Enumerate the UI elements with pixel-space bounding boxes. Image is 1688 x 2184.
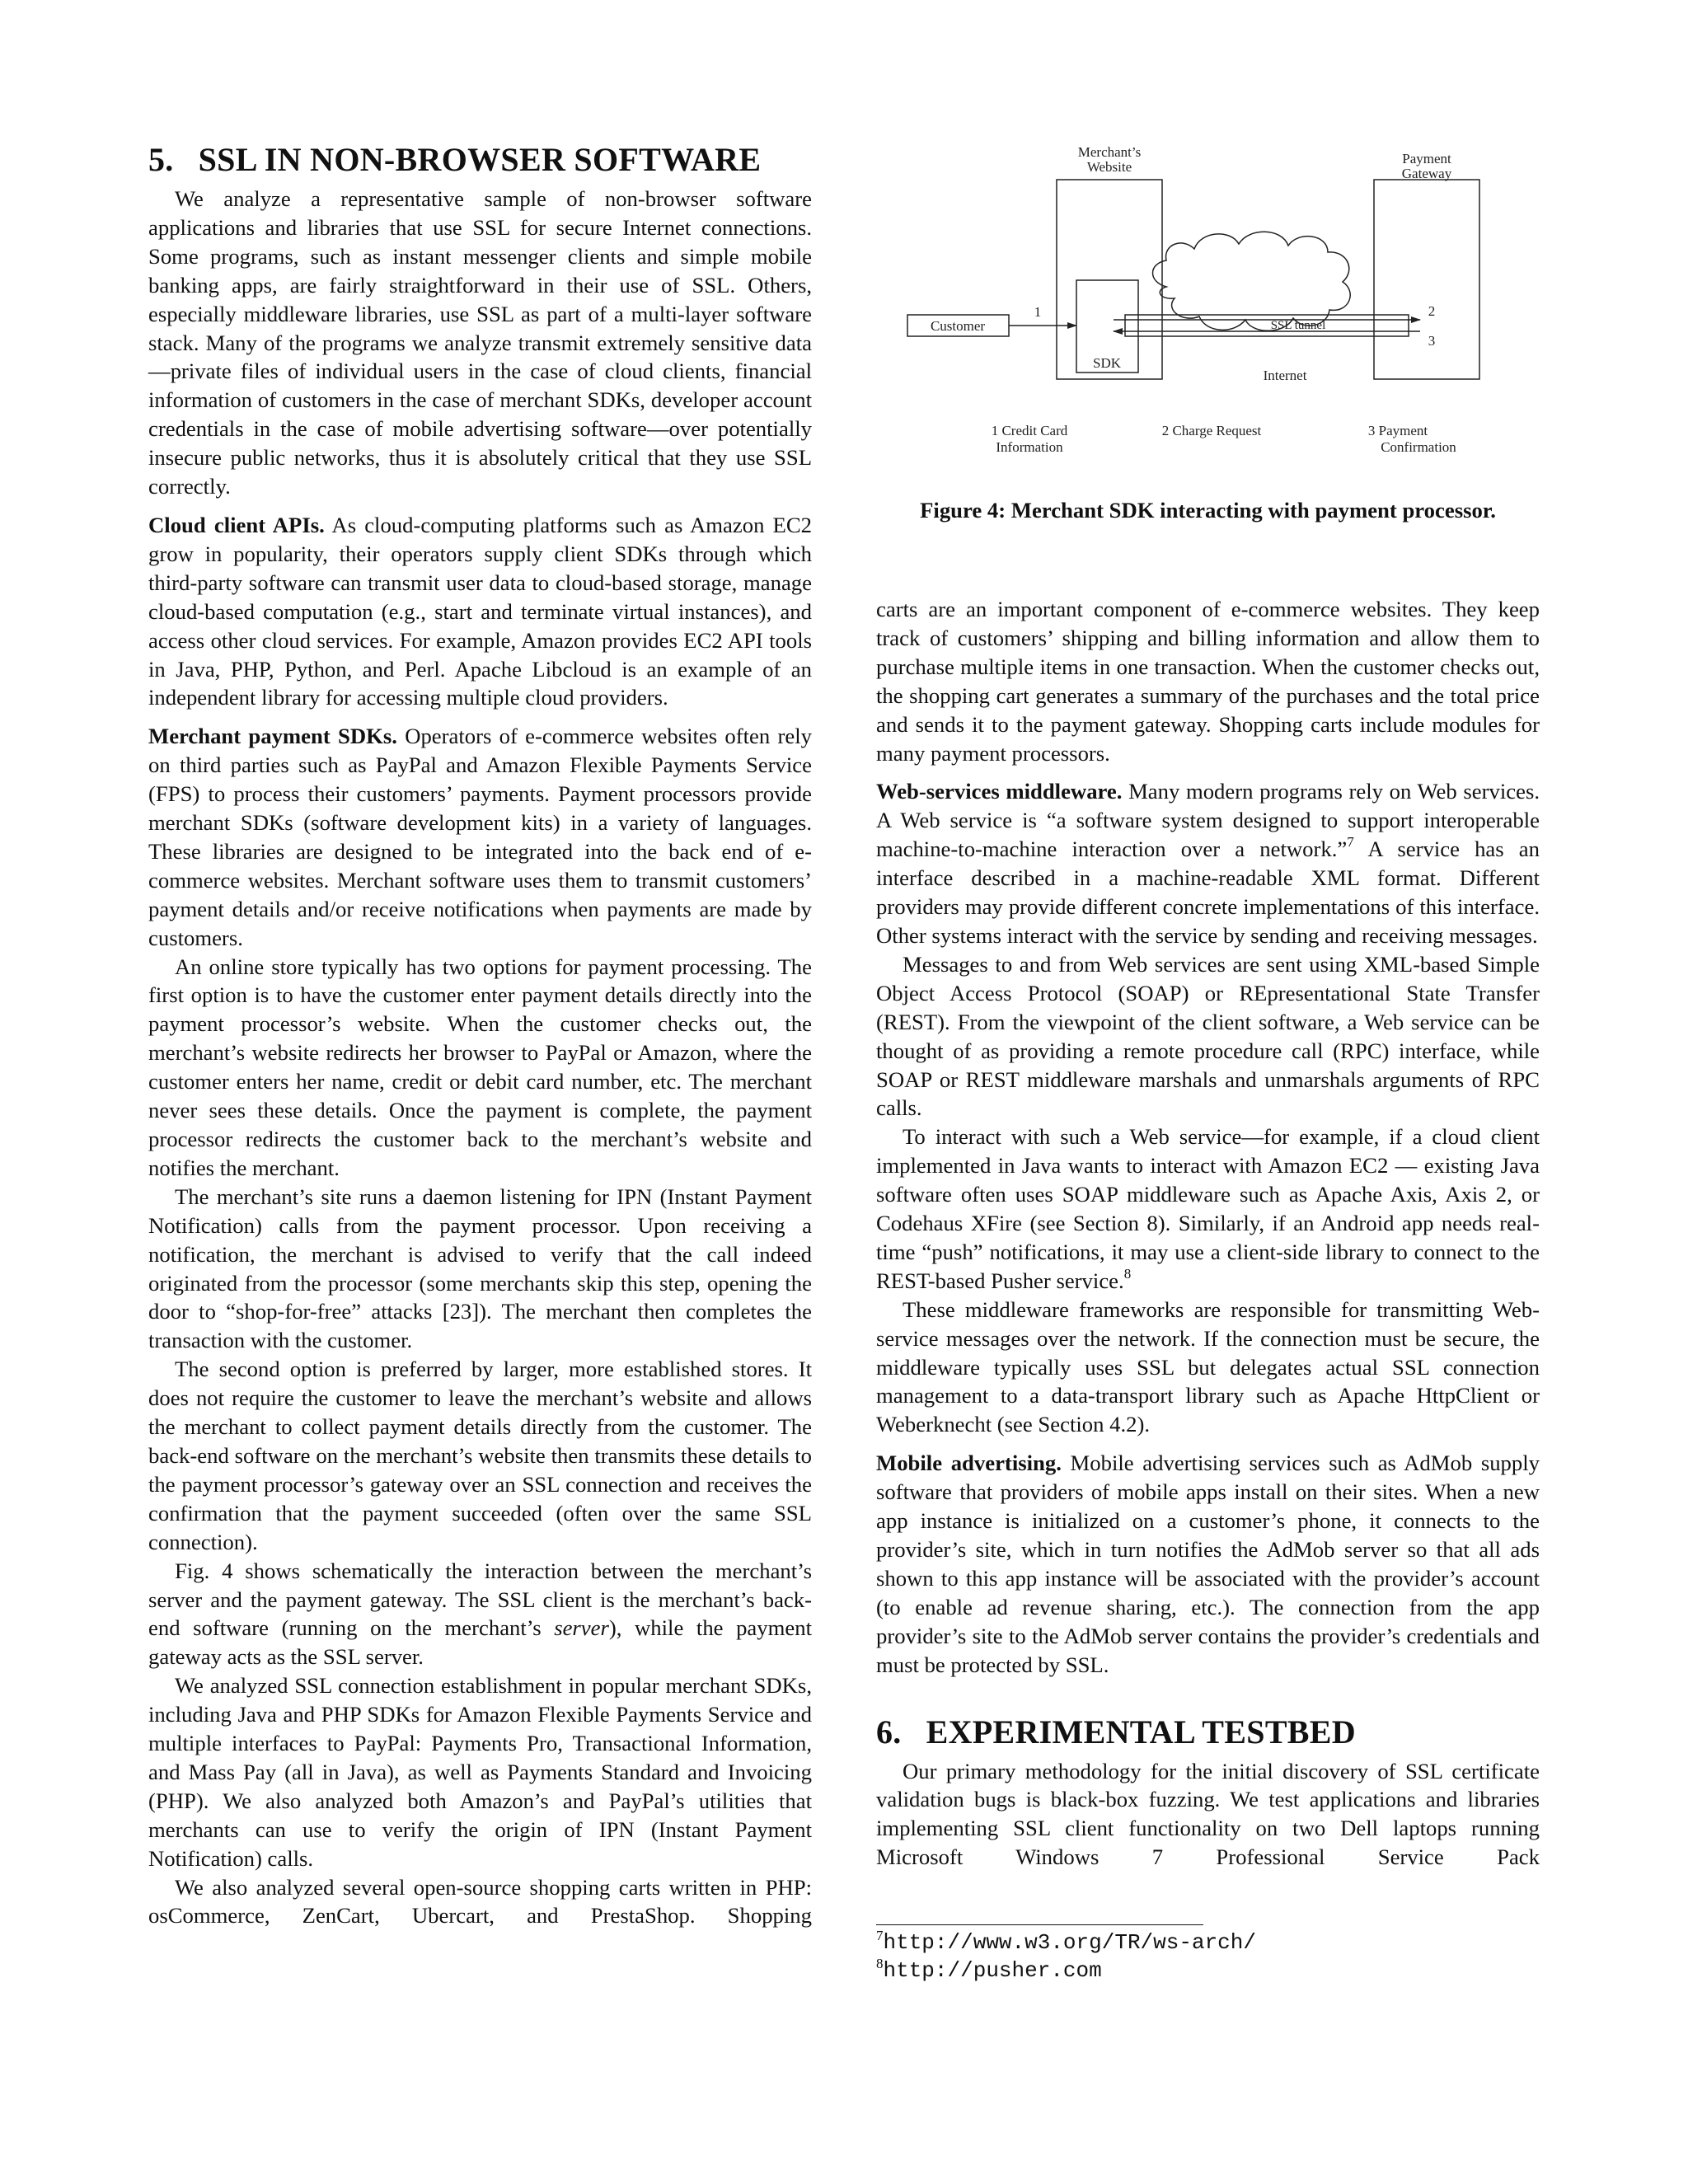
legend-3-label-1: 3 Payment bbox=[1367, 423, 1428, 438]
footnote-7-link[interactable]: http://www.w3.org/TR/ws-arch/ bbox=[883, 1930, 1256, 1955]
section-6-body: Our primary methodology for the initial discovery of SSL certificate validation bugs is black-box fuzzing. We test applications and libraries implementing SSL client functionality on two Dell laptops running Microsoft Windows 7 Professional Service Pack bbox=[876, 1758, 1540, 1870]
shopping-carts-paragraph-left: We also analyzed several open-source shopping carts written in PHP: osCommerce, ZenCart, Ubercart, and PrestaShop. Shopping bbox=[148, 1874, 812, 1929]
shopping-carts-paragraph-right: carts are an important component of e-commerce websites. They keep track of customers’ shipping and billing information and allow them to purchase multiple items in one transaction. When the customer checks out, the shopping cart generates a summary of the purchases and the total price and sends it to the payment gateway. Shopping carts include modules for many payment processors. bbox=[876, 597, 1540, 766]
footnote-8-link[interactable]: http://pusher.com bbox=[883, 1958, 1102, 1983]
payment-gateway-label-1: Payment bbox=[1402, 151, 1451, 166]
frameworks-paragraph: These middleware frameworks are responsible for transmitting Web-service messages over the network. If the connection must be secure, the middleware typically uses SSL but delegates actual SSL connection management to a data-transport library such as Apache HttpClient or Weberknecht (see Section 4.2). bbox=[876, 1296, 1540, 1437]
footnote-8-mark: 8 bbox=[876, 1956, 884, 1972]
step-1-label: 1 bbox=[1034, 304, 1042, 320]
merchant-website-box bbox=[1057, 180, 1162, 379]
second-option-paragraph: The second option is preferred by larger, more established stores. It does not require the customer to leave the merchant’s website and allows the merchant to collect payment details directly from the customer. The back-end software on the merchant’s website then transmits these details to the payment processor’s gateway over an SSL connection and receives the confirmation that the payment succeeded (often over the same SSL connection). bbox=[148, 1357, 812, 1554]
web-services-body-pre: Many modern programs rely on Web services. A Web service is “a software system designed to support interoperable machine-to-machine interaction over a network.” bbox=[876, 779, 1540, 862]
footnote-8 bbox=[876, 1957, 1540, 1985]
footnote-7-mark: 7 bbox=[876, 1928, 884, 1944]
customer-label: Customer bbox=[930, 318, 986, 334]
fig-ref-pre: Fig. 4 shows schematically the interaction between the merchant’s server and the payment gateway. The SSL client is the merchant’s back-end software (running on the merchant’s bbox=[148, 1558, 812, 1641]
online-store-paragraph: An online store typically has two options for payment processing. The first option is to have the customer enter payment details directly into the payment processor’s website. When the customer checks out, the merchant’s website redirects her browser to PayPal or Amazon, where the customer enters her name, credit or debit card number, etc. The merchant never sees these details. Once the payment is complete, the payment processor redirects the customer back to the merchant’s website and notifies the merchant. bbox=[148, 954, 812, 1180]
web-services-heading: Web-services middleware. bbox=[876, 779, 1123, 804]
web-services-paragraph bbox=[876, 777, 1540, 949]
figure-4-caption: Figure 4: Merchant SDK interacting with payment processor. bbox=[920, 498, 1496, 523]
messages-paragraph: Messages to and from Web services are sent using XML-based Simple Object Access Protocol (SOAP) or REpresentational State Transfer (REST). From the viewpoint of the client software, a Web service can be thought of as providing a remote procedure call (RPC) interface, while SOAP or REST middleware marshals and unmarshals arguments of RPC calls. bbox=[876, 951, 1540, 1121]
interact-paragraph bbox=[876, 1122, 1540, 1295]
cloud-client-heading: Cloud client APIs. bbox=[148, 512, 325, 537]
mobile-advertising-paragraph bbox=[876, 1449, 1540, 1679]
left-column bbox=[148, 140, 812, 1930]
section-6-number: 6. bbox=[876, 1713, 902, 1750]
sdk-label: SDK bbox=[1092, 355, 1122, 371]
analyzed-sdks-paragraph: We analyzed SSL connection establishment in popular merchant SDKs, including Java and PHP SDKs for Amazon Flexible Payments Service and multiple interfaces to PayPal: Payments Pro, Transactional Information, and Mass Pay (all in Java), as well as Payments Standard and Invoicing (PHP). We also analyzed both Amazon’s and PayPal’s utilities that merchants can use to verify the origin of IPN (Instant Payment Notification) calls. bbox=[148, 1673, 812, 1871]
internet-label: Internet bbox=[1263, 368, 1307, 383]
payment-gateway-label-2: Gateway bbox=[1401, 166, 1452, 181]
footnote-7 bbox=[876, 1929, 1540, 1957]
figure-4-diagram bbox=[876, 140, 1540, 486]
footnote-rule bbox=[876, 1924, 1203, 1925]
fig-ref-em: server bbox=[554, 1615, 609, 1641]
right-column bbox=[876, 595, 1540, 1872]
footnotes bbox=[876, 1924, 1540, 1985]
payment-gateway-box bbox=[1374, 180, 1479, 379]
merchant-sdk-heading: Merchant payment SDKs. bbox=[148, 724, 397, 749]
fig-ref-paragraph bbox=[148, 1557, 812, 1672]
ssl-tunnel-label: SSL tunnel bbox=[1270, 319, 1326, 332]
figure-4 bbox=[876, 140, 1540, 536]
merchant-sdk-body: Operators of e-commerce websites often rely on third parties such as PayPal and Amazon Flexible Payments Service (FPS) to process their customers’ payments. Payment processors provide merchant SDKs (software development kits) in a variety of languages. These libraries are designed to be integrated into the back end of e-commerce websites. Merchant software uses them to transmit customers’ payment details and/or receive notifications when payments are made by customers. bbox=[148, 724, 812, 950]
step-3-label: 3 bbox=[1428, 333, 1436, 349]
section-6-title: EXPERIMENTAL TESTBED bbox=[926, 1713, 1356, 1750]
section-5-heading bbox=[148, 140, 812, 180]
legend-1-label-2: Information bbox=[996, 439, 1063, 455]
merchant-sdk-paragraph bbox=[148, 722, 812, 952]
internet-cloud bbox=[1153, 232, 1351, 330]
interact-body: To interact with such a Web service—for example, if a cloud client implemented in Java wants to interact with Amazon EC2 — existing Java software often uses SOAP middleware such as Apache Axis, Axis 2, or Codehaus XFire (see Section 8). Similarly, if an Android app needs real-time “push” notifications, it may use a client-side library to connect to the REST-based Pusher service. bbox=[876, 1124, 1540, 1293]
mobile-advertising-body: Mobile advertising services such as AdMob supply software that providers of mobile apps install on their sites. When a new app instance is initialized on a customer’s phone, it connects to the provider’s site, which in turn notifies the AdMob server so that all ads shown to this app instance will be associated with the provider’s account (to enable ad revenue sharing, etc.). The connection from the app provider’s site to the AdMob server contains the provider’s credentials and must be protected by SSL. bbox=[876, 1451, 1540, 1677]
cloud-client-paragraph bbox=[148, 511, 812, 712]
legend-1-label-1: 1 Credit Card bbox=[991, 423, 1068, 438]
fig-ref-post: ), while the payment gateway acts as the SSL server. bbox=[148, 1615, 812, 1670]
cloud-client-body: As cloud-computing platforms such as Amazon EC2 grow in popularity, their operators supply client SDKs through which third-party software can transmit user data to cloud-based storage, manage cloud-based computation (e.g., start and terminate virtual instances), and access other cloud services. For example, Amazon provides EC2 API tools in Java, PHP, Python, and Perl. Apache Libcloud is an example of an independent library for accessing multiple cloud providers. bbox=[148, 512, 812, 710]
web-services-body-post: A service has an interface described in a machine-readable XML format. Different providers may provide different concrete implementations of this interface. Other systems interact with the service by sending and receiving messages. bbox=[876, 837, 1540, 948]
ssl-tunnel-box bbox=[1125, 315, 1409, 336]
section-5-title: SSL IN NON-BROWSER SOFTWARE bbox=[198, 141, 762, 178]
merchant-website-label-2: Website bbox=[1086, 159, 1132, 175]
legend-3-label-2: Confirmation bbox=[1381, 439, 1456, 455]
merchant-website-label-1: Merchant’s bbox=[1077, 144, 1142, 160]
daemon-paragraph: The merchant’s site runs a daemon listening for IPN (Instant Payment Notification) calls from the payment processor. Upon receiving a notification, the merchant is advised to verify that the call indeed originated from the processor (some merchants skip this step, opening the door to “shop-for-free” attacks [23]). The merchant then completes the transaction with the customer. bbox=[148, 1183, 812, 1353]
section-5-intro: We analyze a representative sample of non-browser software applications and libraries that use SSL for secure Internet connections. Some programs, such as instant messenger clients and simple mobile banking apps, are fairly straightforward in their use of SSL. Others, especially middleware libraries, use SSL as part of a multi-layer software stack. Many of the programs we analyze transmit extremely sensitive data—private files of individual users in the case of cloud clients, financial information of customers in the case of merchant SDKs, developer account credentials in the case of mobile advertising software—over potentially insecure public networks, thus it is absolutely critical that they use SSL correctly. bbox=[148, 186, 812, 499]
footnote-ref-8: 8 bbox=[1123, 1265, 1132, 1282]
step-2-label: 2 bbox=[1428, 303, 1436, 319]
footnote-ref-7: 7 bbox=[1347, 834, 1354, 851]
section-6-heading bbox=[876, 1713, 1540, 1752]
mobile-advertising-heading: Mobile advertising. bbox=[876, 1451, 1062, 1476]
section-5-number: 5. bbox=[148, 141, 174, 178]
legend-2-label: 2 Charge Request bbox=[1161, 423, 1262, 438]
